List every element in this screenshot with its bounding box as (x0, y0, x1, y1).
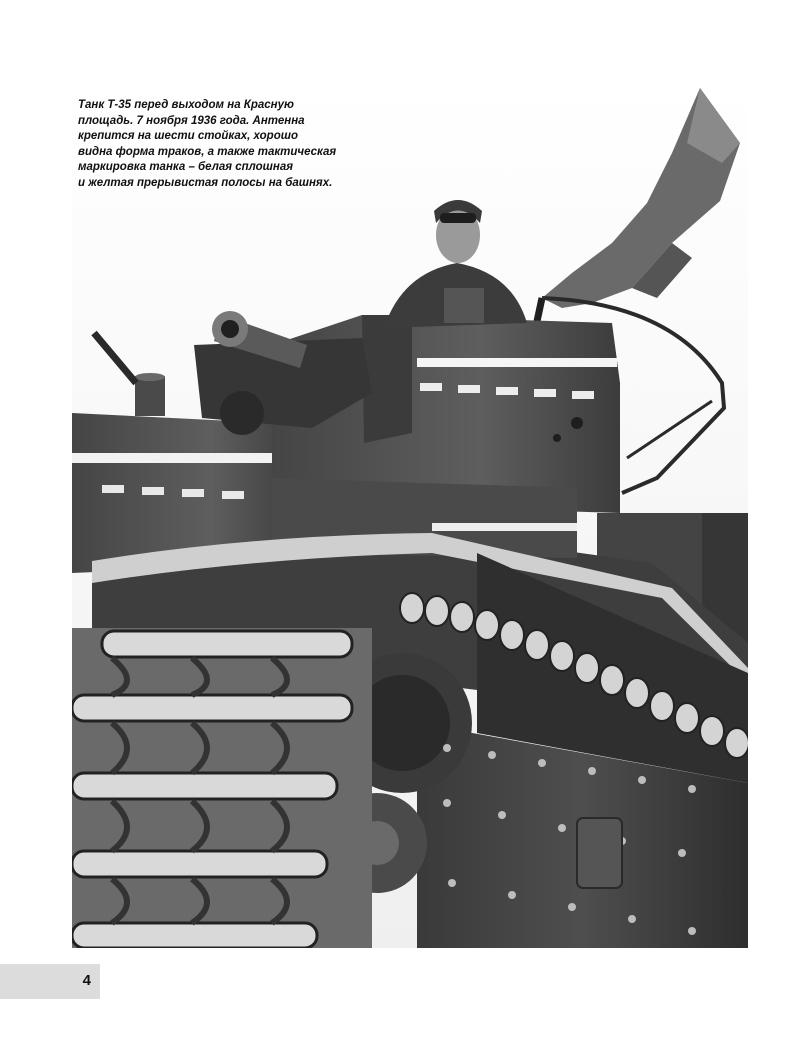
caption-line: маркировка танка – белая сплошная (78, 161, 294, 173)
caption-line: крепится на шести стойках, хорошо (78, 130, 298, 142)
caption-line: и желтая прерывистая полосы на башнях. (78, 176, 333, 189)
page-number-bar (0, 964, 100, 999)
tank-photograph (72, 83, 748, 948)
photo-caption (78, 98, 348, 191)
front-track (72, 628, 372, 948)
caption-line: видна форма траков, а также тактическая (78, 145, 337, 158)
page-number: 4 (82, 972, 91, 989)
caption-line: Танк Т-35 перед выходом на Красную (78, 99, 294, 111)
caption-line: площадь. 7 ноября 1936 года. Антенна (78, 114, 305, 127)
